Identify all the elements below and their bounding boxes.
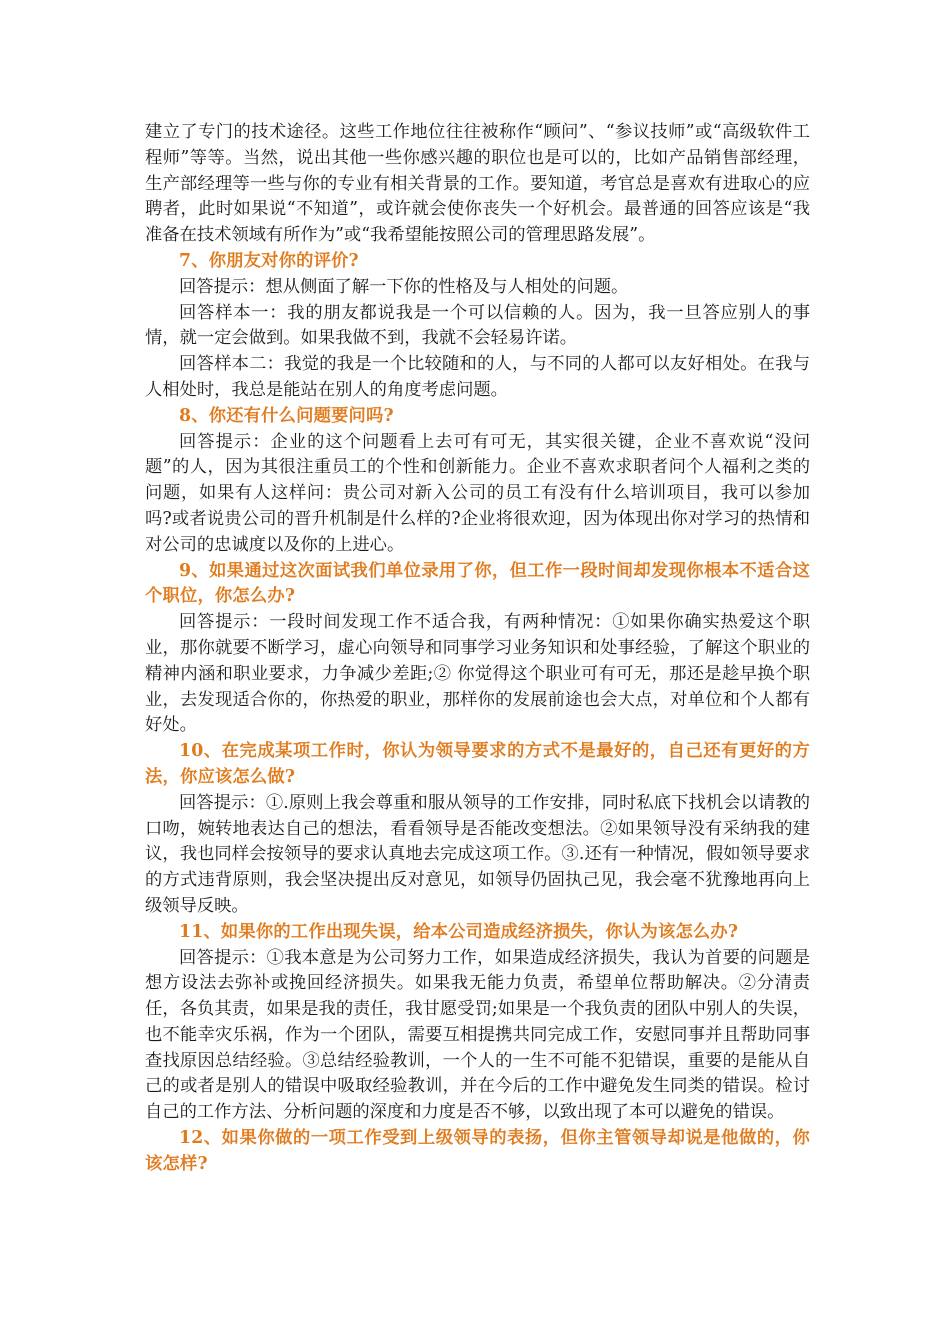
answer-hint-11: 回答提示：①我本意是为公司努力工作，如果造成经济损失，我认为首要的问题是想方设法去弥补或挽回经济损失。如果我无能力负责，希望单位帮助解决。②分清责任，各负其责，如果是我的责任，我甘愿受罚;如果是一个我负责的团队中别人的失误，也不能幸灾乐祸，作为一个团队，需要互相提携共同完成工作，安慰同事并且帮助同事查找原因总结经验。③总结经验教训，一个人的一生不可能不犯错误，重要的是能从自己的或者是别人的错误中吸取经验教训，并在今后的工作中避免发生同类的错误。检讨自己的工作方法、分析问题的深度和力度是否不够，以致出现了本可以避免的错误。 xyxy=(145,947,810,1123)
question-heading-7: 7、你朋友对你的评价? xyxy=(179,250,359,271)
question-heading-10: 10、在完成某项工作时，你认为领导要求的方式不是最好的，自己还有更好的方法，你应该怎么做? xyxy=(145,741,810,787)
document-page xyxy=(145,120,810,1178)
answer-sample-2: 回答样本二：我觉的我是一个比较随和的人，与不同的人都可以友好相处。在我与人相处时，我总是能站在别人的角度考虑问题。 xyxy=(145,354,810,400)
answer-hint-9: 回答提示：一段时间发现工作不适合我，有两种情况：①如果你确实热爱这个职业，那你就要不断学习，虚心向领导和同事学习业务知识和处事经验，了解这个职业的精神内涵和职业要求，力争减少差距;② 你觉得这个职业可有可无，那还是趁早换个职业，去发现适合你的，你热爱的职业，那样你的发展前途也会大点，对单位和个人都有好处。 xyxy=(145,612,810,736)
answer-hint-7: 回答提示：想从侧面了解一下你的性格及与人相处的问题。 xyxy=(179,276,629,297)
answer-hint-8: 回答提示：企业的这个问题看上去可有可无，其实很关键，企业不喜欢说“没问题”的人，因为其很注重员工的个性和创新能力。企业不喜欢求职者问个人福利之类的问题，如果有人这样问：贵公司对新入公司的员工有没有什么培训项目，我可以参加吗?或者说贵公司的晋升机制是什么样的?企业将很欢迎，因为体现出你对学习的热情和对公司的忠诚度以及你的上进心。 xyxy=(145,431,810,555)
answer-hint-10: 回答提示：①.原则上我会尊重和服从领导的工作安排，同时私底下找机会以请教的口吻，婉转地表达自己的想法，看看领导是否能改变想法。②如果领导没有采纳我的建议，我也同样会按领导的要求认真地去完成这项工作。③.还有一种情况，假如领导要求的方式违背原则，我会坚决提出反对意见，如领导仍固执己见，我会毫不犹豫地再向上级领导反映。 xyxy=(145,792,810,916)
question-heading-11: 11、如果你的工作出现失误，给本公司造成经济损失，你认为该怎么办? xyxy=(179,921,739,942)
question-heading-9: 9、如果通过这次面试我们单位录用了你，但工作一段时间却发现你根本不适合这个职位，你怎么办? xyxy=(145,560,810,607)
paragraph-intro: 建立了专门的技术途径。这些工作地位往往被称作“顾问”、“参议技师”或“高级软件工程师”等等。当然，说出其他一些你感兴趣的职位也是可以的，比如产品销售部经理，生产部经理等一些与你的专业有相关背景的工作。要知道，考官总是喜欢有进取心的应聘者，此时如果说“不知道”，或许就会使你丧失一个好机会。最普通的回答应该是“我准备在技术领域有所作为”或“我希望能按照公司的管理思路发展”。 xyxy=(145,122,810,246)
answer-sample-1: 回答样本一：我的朋友都说我是一个可以信赖的人。因为，我一旦答应别人的事情，就一定会做到。如果我做不到，我就不会轻易许诺。 xyxy=(145,302,810,349)
question-heading-12: 12、如果你做的一项工作受到上级领导的表扬，但你主管领导却说是他做的，你该怎样? xyxy=(145,1128,810,1174)
question-heading-8: 8、你还有什么问题要问吗? xyxy=(179,405,394,426)
